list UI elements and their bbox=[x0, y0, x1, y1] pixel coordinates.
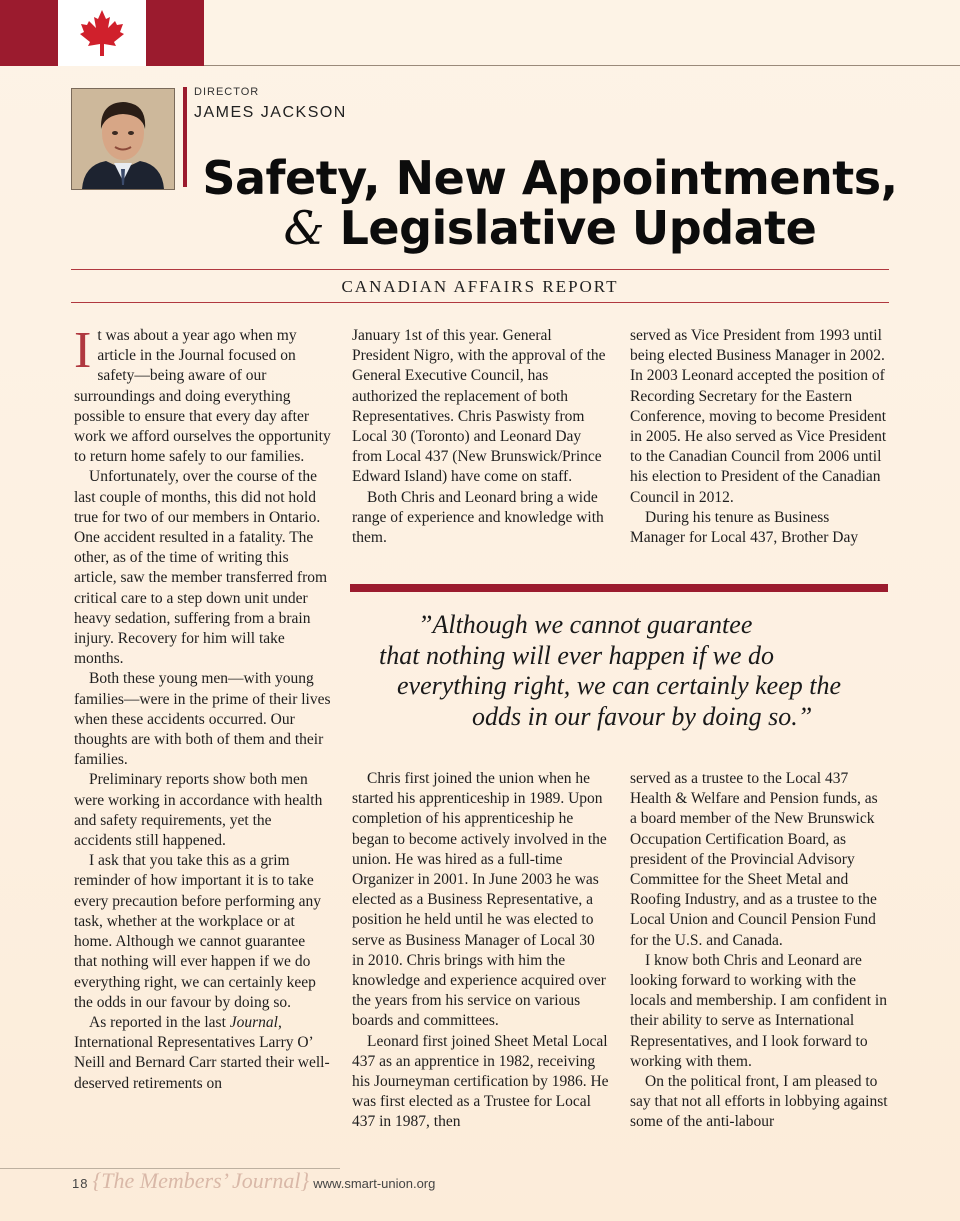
footer-url[interactable]: www.smart-union.org bbox=[313, 1176, 436, 1191]
paragraph-text: , International Representatives Larry O’ Neill and Bernard Carr started their well-deserved retirements on bbox=[74, 1013, 330, 1092]
maple-leaf-icon bbox=[78, 8, 126, 58]
column-3-top bbox=[630, 326, 888, 548]
pullquote-line: ”Although we cannot guarantee bbox=[418, 610, 753, 639]
column-2-top bbox=[352, 326, 610, 548]
pullquote-line: odds in our favour by doing so.” bbox=[472, 701, 813, 731]
section-rule-bottom bbox=[71, 302, 889, 303]
pullquote-line: everything right, we can certainly keep the bbox=[397, 671, 842, 700]
title-line-2 bbox=[150, 203, 950, 253]
journal-reference: Journal bbox=[229, 1013, 278, 1031]
paragraph: Both Chris and Leonard bring a wide range of experience and knowledge with them. bbox=[352, 488, 604, 547]
section-rule-top bbox=[71, 269, 889, 270]
paragraph: I ask that you take this as a grim reminder of how important it is to take every precaution before performing any task, whether at the workplace or at home. Although we cannot guarantee that nothing will ever happen if we do everything right, we can certainly keep the odds in our favour by doing so. bbox=[74, 852, 322, 1011]
page-number: 18 bbox=[72, 1176, 89, 1191]
page-footer bbox=[72, 1168, 435, 1194]
paragraph: Preliminary reports show both men were working in accordance with health and safety requirements, yet the accidents still happened. bbox=[74, 771, 323, 850]
paragraph bbox=[74, 1013, 332, 1094]
author-role: DIRECTOR bbox=[194, 86, 260, 98]
column-1 bbox=[74, 322, 332, 1094]
paragraph: served as Vice President from 1993 until being elected Business Manager in 2002. In 2003 Leonard accepted the position of Recording Secretary for the Eastern Conference, moving to become President in 2005. He also served as Vice President to the Canadian Council from 2006 until his election to President of the Canadian Council in 2012. bbox=[630, 327, 887, 506]
drop-cap: I bbox=[74, 322, 92, 379]
paragraph bbox=[74, 322, 332, 467]
paragraph: On the political front, I am pleased to say that not all efforts in lobbying against some of the anti-labour bbox=[630, 1073, 888, 1131]
banner-red-block-right bbox=[146, 0, 204, 66]
banner-red-block bbox=[0, 0, 58, 66]
canada-flag bbox=[58, 0, 146, 66]
column-2-bottom bbox=[352, 769, 610, 1133]
paragraph: I know both Chris and Leonard are looking forward to working with the locals and membership. I am confident in their ability to serve as International Representatives, and I look forward to working with them. bbox=[630, 951, 887, 1070]
paragraph: served as a trustee to the Local 437 Health & Welfare and Pension funds, as a board member of the New Brunswick Occupation Certification Board, as president of the Provincial Advisory Committee for the Sheet Metal and Roofing Industry, and as a trustee to the Local Union and Council Pension Fund for the U.S. and Canada. bbox=[630, 770, 878, 949]
pullquote-line: that nothing will ever happen if we do bbox=[379, 640, 775, 670]
paragraph: During his tenure as Business Manager for Local 437, Brother Day bbox=[630, 508, 859, 547]
author-name: JAMES JACKSON bbox=[194, 104, 347, 121]
paragraph: Chris first joined the union when he started his apprenticeship in 1989. Upon completion of his apprenticeship he began to become actively involved in the union. He was hired as a full-time Organizer in 2001. In June 2003 he was elected as a Business Representative, a position he held until he was elected to serve as Business Manager of Local 30 in 2010. Chris brings with him the knowledge and experience acquired over the years from his service on various boards and committees. bbox=[352, 770, 607, 1030]
top-banner bbox=[0, 0, 960, 66]
title-line-1: Safety, New Appointments, bbox=[202, 151, 898, 205]
paragraph: Leonard first joined Sheet Metal Local 437 as an apprentice in 1982, receiving his Journeyman certification by 1986. He was first elected as a Trustee for Local 437 in 1987, then bbox=[352, 1032, 609, 1131]
pullquote-bar bbox=[350, 584, 888, 592]
journal-name: {The Members’ Journal} bbox=[92, 1168, 310, 1193]
paragraph-text: As reported in the last bbox=[89, 1013, 230, 1031]
column-3-bottom bbox=[630, 769, 888, 1133]
paragraph: Both these young men—with young families—were in the prime of their lives when these accidents occurred. Our thoughts are with both of them and their families. bbox=[74, 670, 331, 769]
article-title bbox=[150, 153, 950, 253]
paragraph: Unfortunately, over the course of the last couple of months, this did not hold true for two of our members in Ontario. One accident resulted in a fatality. The other, as of the time of writing this article, saw the member transferred from critical care to a step down unit under heavy sedation, suffering from a brain injury. Recovery for him will take months. bbox=[74, 468, 328, 668]
paragraph-text: t was about a year ago when my article in the Journal focused on safety—being aware of our surroundings and doing everything possible to ensure that every day after work we afford ourselves the opportunity to return home safely to our families. bbox=[74, 327, 331, 466]
banner-rule bbox=[204, 65, 960, 66]
section-label: CANADIAN AFFAIRS REPORT bbox=[341, 277, 619, 296]
paragraph: January 1st of this year. General President Nigro, with the approval of the General Executive Council, has authorized the replacement of both Representatives. Chris Paswisty from Local 30 (Toronto) and Leonard Day from Local 437 (New Brunswick/Prince Edward Island) have come on staff. bbox=[352, 327, 606, 486]
pullquote bbox=[352, 610, 888, 732]
title-ampersand: & bbox=[283, 201, 325, 255]
title-line-2-text: Legislative Update bbox=[324, 201, 817, 255]
